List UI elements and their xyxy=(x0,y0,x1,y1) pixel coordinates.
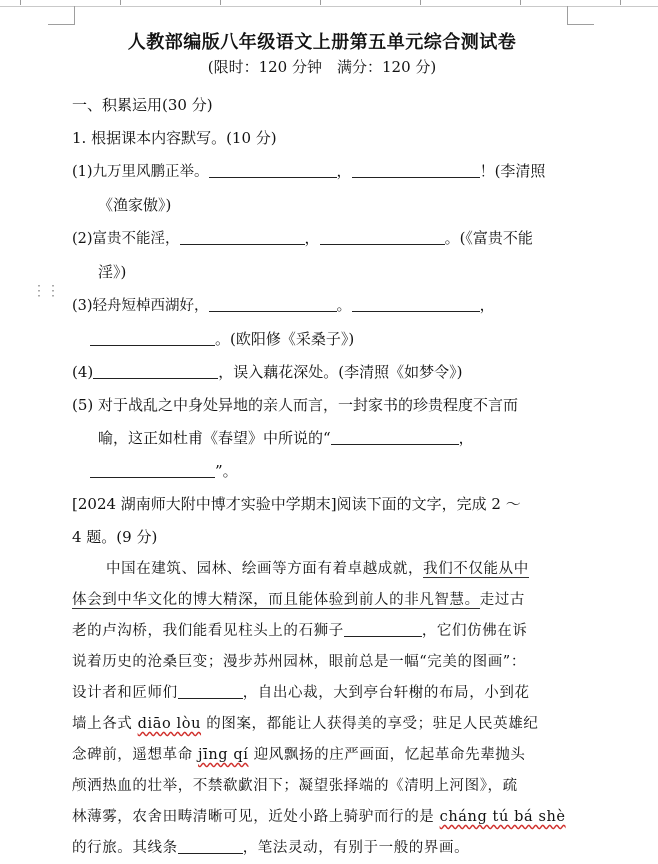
answer-blank[interactable] xyxy=(352,159,480,178)
page-title: 人教部编版八年级语文上册第五单元综合测试卷 xyxy=(127,32,517,53)
q1-3-source: 。(欧阳修《采桑子》) xyxy=(215,330,355,348)
question-1-4 xyxy=(72,356,572,389)
passage-text: 念碑前，遥想革命 xyxy=(72,747,199,763)
passage-text: 迎风飘扬的庄严画面，忆起革命先辈抛头 xyxy=(248,747,526,763)
q1-2-sep: ， xyxy=(304,229,320,247)
passage-line xyxy=(72,678,572,709)
passage-text: 墙上各式 xyxy=(72,716,138,732)
q1-1-source: ！(李清照 xyxy=(479,162,546,180)
answer-blank[interactable] xyxy=(344,618,422,637)
underlined-sentence: 体会到中华文化的博大精深，而且能体验到前人的非凡智慧。 xyxy=(72,592,480,608)
question-1-3-cont xyxy=(72,323,572,356)
question-1-5-cont2 xyxy=(72,455,572,488)
answer-blank[interactable] xyxy=(209,159,337,178)
answer-blank[interactable] xyxy=(352,293,480,312)
passage-line: 说着历史的沧桑巨变；漫步苏州园林，眼前总是一幅“完美的图画”： xyxy=(72,654,526,670)
reading-passage xyxy=(72,554,572,864)
passage-line: 颅洒热血的壮举，不禁欷歔泪下；凝望张择端的《清明上河图》，疏 xyxy=(72,778,518,794)
passage-text: 设计者和匠师们 xyxy=(72,685,178,701)
q1-3-sep2: ， xyxy=(479,296,495,314)
answer-blank[interactable] xyxy=(180,226,305,245)
question-1-2 xyxy=(72,222,572,256)
q1-5-text: 喻，这正如杜甫《春望》中所说的“ xyxy=(98,429,331,447)
answer-blank[interactable] xyxy=(331,426,459,445)
answer-blank[interactable] xyxy=(178,680,243,699)
answer-blank[interactable] xyxy=(90,459,215,478)
answer-blank[interactable] xyxy=(320,226,445,245)
passage-line xyxy=(72,709,572,740)
drag-handle-icon[interactable]: ⋮⋮ xyxy=(32,283,60,299)
page-subtitle: (限时：120 分钟 满分：120 分) xyxy=(207,58,437,76)
pinyin-prompt: jīng qí xyxy=(198,747,249,763)
answer-blank[interactable] xyxy=(178,835,243,854)
passage-line xyxy=(72,554,572,585)
passage-text: 林薄雾，农舍田畴清晰可见，近处小路上骑驴而行的是 xyxy=(72,809,440,825)
question-1-5: (5) 对于战乱之中身处异地的亲人而言，一封家书的珍贵程度不言而 xyxy=(72,396,519,414)
answer-blank[interactable] xyxy=(90,327,215,346)
q1-3-text: (3)轻舟短棹西湖好， xyxy=(72,298,209,314)
passage-text: 中国在建筑、园林、绘画等方面有着卓越成就， xyxy=(106,561,424,577)
passage-text: 的行旅。其线条 xyxy=(72,840,178,856)
passage-text: 的图案，都能让人获得美的享受；驻足人民英雄纪 xyxy=(201,716,539,732)
passage-text: ，它们仿佛在诉 xyxy=(421,623,528,639)
question-1-stem: 1. 根据课本内容默写。(10 分) xyxy=(72,129,277,147)
page-corner-mark-left xyxy=(48,6,75,25)
answer-blank[interactable] xyxy=(209,293,337,312)
passage-text: 走过古 xyxy=(479,592,526,608)
question-1-3 xyxy=(72,289,572,323)
question-1-2-cont: 淫》) xyxy=(98,263,127,281)
passage-line xyxy=(72,833,572,864)
section-heading: 一、积累运用(30 分) xyxy=(72,96,213,114)
question-1-1 xyxy=(72,155,572,189)
q1-1-text: (1)九万里风鹏正举。 xyxy=(72,164,209,180)
passage-text: 老的卢沟桥，我们能看见柱头上的石狮子 xyxy=(72,623,344,639)
q1-3-sep: 。 xyxy=(336,296,352,314)
top-ruler xyxy=(0,0,658,7)
reading-intro-cont: 4 题。(9 分) xyxy=(72,528,158,546)
answer-blank[interactable] xyxy=(93,360,218,379)
passage-line xyxy=(72,616,572,647)
passage-text: ，自出心裁，大到亭台轩榭的布局，小到花 xyxy=(242,685,530,701)
pinyin-prompt: diāo lòu xyxy=(137,716,202,732)
q1-4-text: ，误入藕花深处。(李清照《如梦令》) xyxy=(218,363,463,381)
question-1-1-cont: 《渔家傲》) xyxy=(98,196,172,214)
q1-4-label: (4) xyxy=(72,363,94,381)
q1-2-text: (2)富贵不能淫， xyxy=(72,231,180,247)
q1-5-sep: ， xyxy=(458,429,474,447)
passage-line xyxy=(72,740,572,771)
pinyin-prompt: cháng tú bá shè xyxy=(439,809,566,825)
passage-text: ，笔法灵动，有别于一般的界画。 xyxy=(242,840,470,856)
q1-5-end: ”。 xyxy=(215,462,238,480)
q1-2-source: 。(《富贵不能 xyxy=(444,229,533,247)
document-page xyxy=(72,22,572,864)
underlined-sentence: 我们不仅能从中 xyxy=(423,561,529,577)
reading-intro: [2024 湖南师大附中博才实验中学期末]阅读下面的文字，完成 2 ～ xyxy=(72,495,521,513)
q1-1-sep: ， xyxy=(336,162,352,180)
passage-line xyxy=(72,802,572,833)
passage-line xyxy=(72,585,572,616)
question-1-5-cont xyxy=(72,422,572,455)
